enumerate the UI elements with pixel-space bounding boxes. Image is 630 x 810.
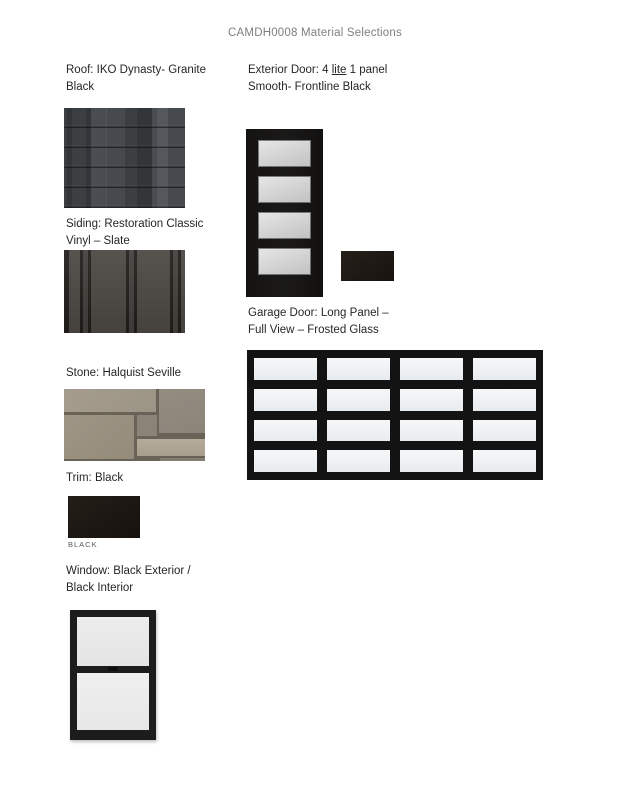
garage-door-label-line2: Full View – Frosted Glass (248, 323, 379, 336)
garage-glass-panel (327, 389, 390, 411)
door-lite (258, 212, 311, 239)
window-photo (70, 610, 156, 740)
garage-glass-panel (327, 358, 390, 380)
siding-label-line2: Vinyl – Slate (66, 234, 130, 247)
roof-label (66, 62, 206, 95)
exterior-door-label (248, 62, 387, 95)
window-label (66, 563, 191, 596)
exterior-door-label-lite: lite (331, 64, 347, 76)
roof-label-line1: Roof: IKO Dynasty- Granite (66, 64, 206, 76)
garage-glass-panel (254, 358, 317, 380)
stone-block (64, 389, 156, 412)
siding-photo (64, 250, 185, 333)
garage-glass-panel (473, 420, 536, 442)
stone-label-line1: Stone: Halquist Seville (66, 367, 182, 379)
roof-shingle-photo (64, 108, 185, 208)
garage-glass-panel (254, 389, 317, 411)
garage-glass-panel (400, 358, 463, 380)
garage-glass-panel (254, 420, 317, 442)
garage-glass-panel (254, 450, 317, 472)
stone-block (137, 439, 205, 456)
stone-block (160, 458, 205, 461)
stone-label (66, 365, 181, 382)
exterior-door-label-suffix: 1 panel (346, 64, 388, 76)
stone-block (159, 389, 205, 433)
siding-label (66, 216, 203, 249)
exterior-door-photo (246, 129, 323, 297)
stone-photo (64, 389, 205, 461)
garage-glass-panel (327, 420, 390, 442)
window-label-line1: Window: Black Exterior / (66, 565, 191, 577)
exterior-door-label-line2: Smooth- Frontline Black (248, 80, 371, 93)
trim-label (66, 470, 123, 487)
stone-block (64, 415, 134, 459)
door-color-swatch (341, 251, 394, 281)
window-latch (108, 667, 118, 671)
garage-glass-panel (400, 389, 463, 411)
trim-label-line1: Trim: Black (66, 472, 124, 484)
window-upper-pane (77, 617, 149, 666)
garage-door-label (248, 305, 389, 338)
window-label-line2: Black Interior (66, 581, 134, 594)
door-lite (258, 140, 311, 167)
door-lite (258, 248, 311, 275)
page-title: CAMDH0008 Material Selections (228, 27, 402, 39)
window-lower-pane (77, 673, 149, 730)
garage-glass-panel (473, 358, 536, 380)
garage-glass-panel (473, 450, 536, 472)
trim-black-swatch (68, 496, 140, 538)
garage-door-label-line1: Garage Door: Long Panel – (248, 307, 389, 319)
trim-swatch-caption: BLACK (68, 540, 98, 549)
garage-door-photo (247, 350, 543, 480)
roof-label-line2: Black (66, 80, 95, 93)
garage-glass-panel (400, 420, 463, 442)
stone-block (137, 415, 157, 436)
garage-glass-panel (327, 450, 390, 472)
door-lite (258, 176, 311, 203)
exterior-door-label-prefix: Exterior Door: 4 (248, 64, 332, 76)
garage-glass-panel (473, 389, 536, 411)
garage-glass-panel (400, 450, 463, 472)
siding-label-line1: Siding: Restoration Classic (66, 218, 204, 230)
